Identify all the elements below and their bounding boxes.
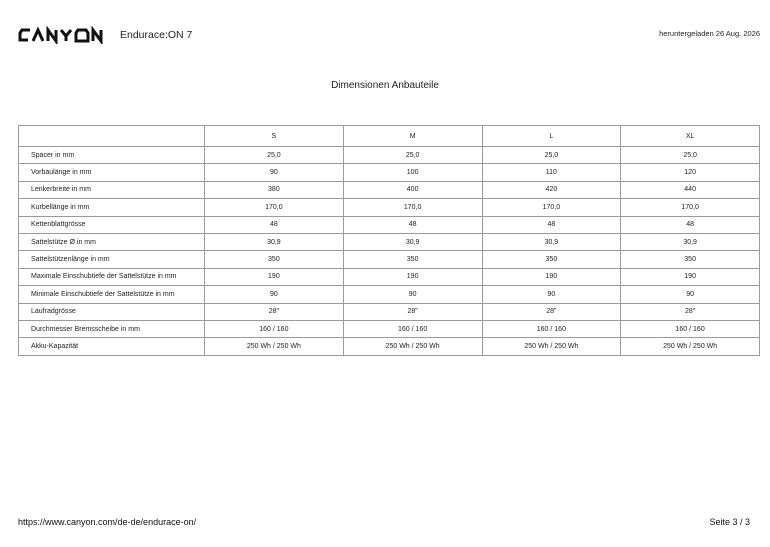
section-title: Dimensionen Anbauteile: [331, 80, 439, 91]
cell-value: 250 Wh / 250 Wh: [344, 338, 482, 354]
cell-value: 30,9: [205, 234, 343, 250]
cell-value: 90: [205, 164, 343, 180]
cell-value: 160 / 160: [344, 321, 482, 337]
download-date: heruntergeladen 26 Aug. 2026: [659, 29, 760, 38]
cell-value: 160 / 160: [483, 321, 621, 337]
row-label: Kurbellänge in mm: [19, 199, 204, 215]
cell-value: 160 / 160: [205, 321, 343, 337]
cell-value: 48: [483, 217, 621, 233]
cell-value: 100: [344, 164, 482, 180]
cell-value: 48: [205, 217, 343, 233]
table-header-row: [19, 126, 759, 146]
cell-value: 25,0: [344, 147, 482, 163]
cell-value: 190: [205, 269, 343, 285]
cell-value: 28": [621, 304, 759, 320]
cell-value: 440: [621, 182, 759, 198]
cell-value: 90: [483, 286, 621, 302]
dimensions-table-container: [18, 125, 760, 356]
cell-value: 28": [205, 304, 343, 320]
column-header: L: [483, 126, 621, 146]
row-label: Laufradgrösse: [19, 304, 204, 320]
footer-url[interactable]: https://www.canyon.com/de-de/endurace-on/: [18, 517, 197, 527]
row-label: Akku-Kapazität: [19, 338, 204, 354]
cell-value: 48: [344, 217, 482, 233]
table-row: [19, 147, 759, 163]
cell-value: 120: [621, 164, 759, 180]
table-row: [19, 182, 759, 198]
row-label: Spacer in mm: [19, 147, 204, 163]
cell-value: 170,0: [483, 199, 621, 215]
table-row: [19, 338, 759, 354]
table-row: [19, 269, 759, 285]
row-label: Durchmesser Bremsscheibe in mm: [19, 321, 204, 337]
table-row: [19, 199, 759, 215]
table-row: [19, 234, 759, 250]
table-row: [19, 304, 759, 320]
cell-value: 190: [621, 269, 759, 285]
dimensions-table: [18, 125, 760, 356]
page-number: Seite 3 / 3: [709, 517, 750, 527]
model-name: Endurace:ON 7: [120, 29, 193, 41]
cell-value: 28": [344, 304, 482, 320]
cell-value: 90: [344, 286, 482, 302]
cell-value: 25,0: [621, 147, 759, 163]
column-header: S: [205, 126, 343, 146]
cell-value: 350: [205, 251, 343, 267]
cell-value: 250 Wh / 250 Wh: [621, 338, 759, 354]
row-label: Minimale Einschubtiefe der Sattelstütze in mm: [19, 286, 204, 302]
column-header: [19, 126, 204, 146]
cell-value: 190: [483, 269, 621, 285]
cell-value: 30,9: [483, 234, 621, 250]
column-header: M: [344, 126, 482, 146]
cell-value: 350: [344, 251, 482, 267]
row-label: Vorbaulänge in mm: [19, 164, 204, 180]
cell-value: 190: [344, 269, 482, 285]
cell-value: 250 Wh / 250 Wh: [483, 338, 621, 354]
cell-value: 170,0: [344, 199, 482, 215]
table-row: [19, 217, 759, 233]
table-body: [19, 147, 759, 355]
table-row: [19, 321, 759, 337]
column-header: XL: [621, 126, 759, 146]
row-label: Sattelstütze Ø in mm: [19, 234, 204, 250]
cell-value: 160 / 160: [621, 321, 759, 337]
cell-value: 28": [483, 304, 621, 320]
table-row: [19, 251, 759, 267]
cell-value: 48: [621, 217, 759, 233]
cell-value: 400: [344, 182, 482, 198]
cell-value: 30,9: [621, 234, 759, 250]
row-label: Kettenblattgrösse: [19, 217, 204, 233]
cell-value: 380: [205, 182, 343, 198]
row-label: Sattelstützenlänge in mm: [19, 251, 204, 267]
cell-value: 30,9: [344, 234, 482, 250]
cell-value: 90: [621, 286, 759, 302]
cell-value: 170,0: [205, 199, 343, 215]
canyon-logo: [18, 26, 110, 44]
cell-value: 110: [483, 164, 621, 180]
cell-value: 25,0: [483, 147, 621, 163]
cell-value: 350: [483, 251, 621, 267]
row-label: Lenkerbreite in mm: [19, 182, 204, 198]
cell-value: 420: [483, 182, 621, 198]
table-row: [19, 286, 759, 302]
cell-value: 250 Wh / 250 Wh: [205, 338, 343, 354]
cell-value: 90: [205, 286, 343, 302]
cell-value: 170,0: [621, 199, 759, 215]
cell-value: 350: [621, 251, 759, 267]
table-row: [19, 164, 759, 180]
cell-value: 25,0: [205, 147, 343, 163]
row-label: Maximale Einschubtiefe der Sattelstütze in mm: [19, 269, 204, 285]
